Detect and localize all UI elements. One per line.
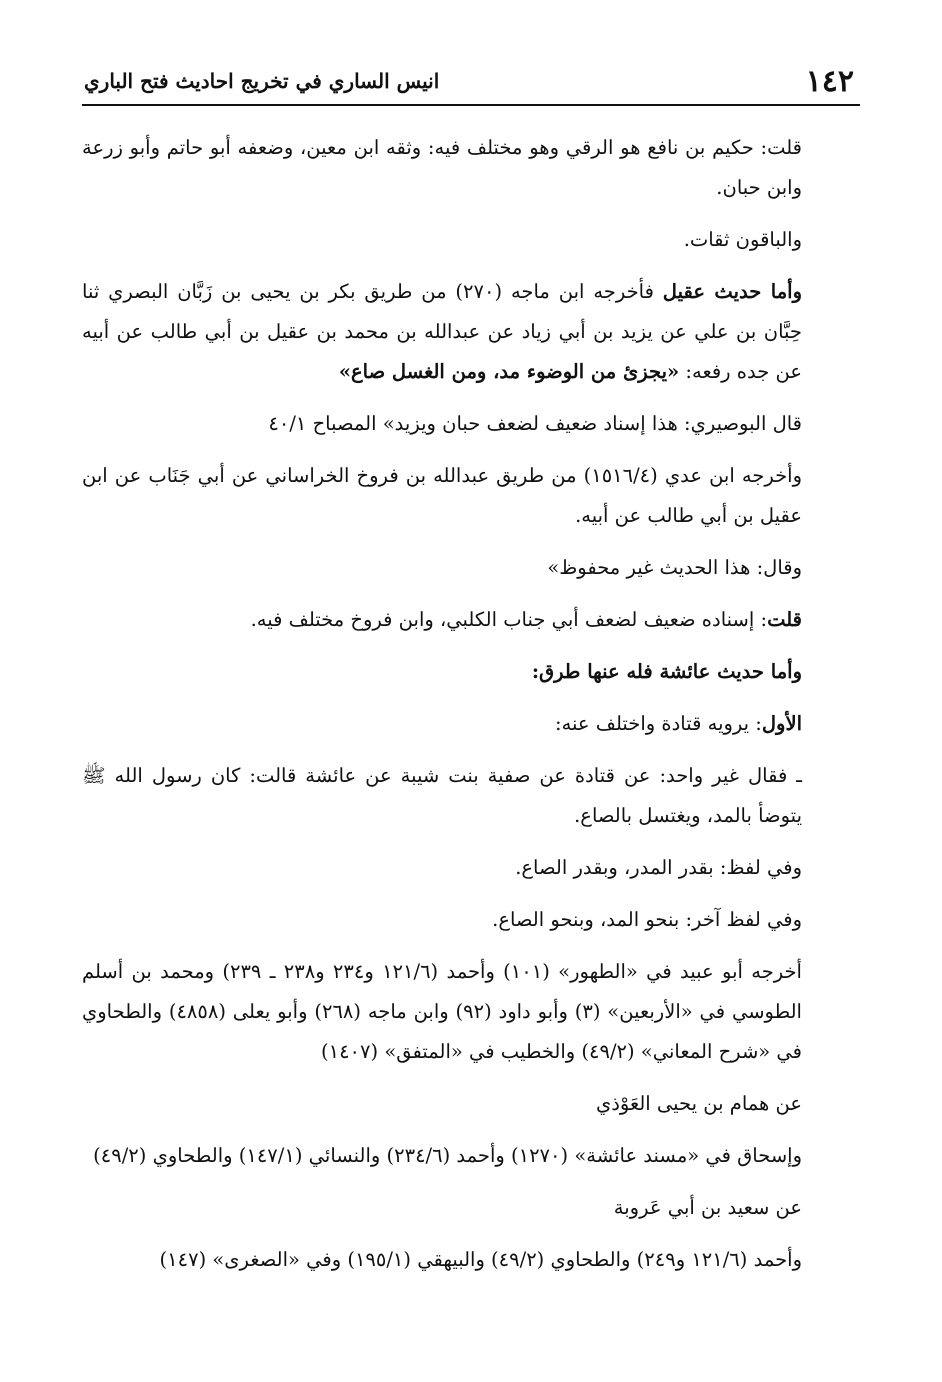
paragraph [82, 848, 860, 888]
paragraph [82, 600, 860, 640]
text-segment: والباقون ثقات. [683, 228, 802, 251]
paragraph [82, 1136, 860, 1176]
page-header [82, 58, 860, 106]
page-number: ١٤٢ [805, 63, 854, 99]
text-segment: وفي لفظ: بقدر المدر، وبقدر الصاع. [515, 856, 802, 879]
paragraph [82, 128, 860, 208]
text-segment: ـ فقال غير واحد: عن قتادة عن صفية بنت شيبة عن عائشة قالت: كان رسول الله ﷺ يتوضأ بالمد، ويغتسل بالصاع. [82, 764, 802, 827]
paragraph [82, 652, 860, 692]
text-segment: وفي لفظ آخر: بنحو المد، وبنحو الصاع. [492, 908, 802, 931]
text-segment: : يرويه قتادة واختلف عنه: [555, 712, 762, 735]
bold-text: الأول [761, 712, 802, 735]
text-segment: عن همام بن يحيى العَوْذي [595, 1092, 802, 1115]
text-segment: وأخرجه ابن عدي (١٥١٦/٤) من طريق عبدالله بن فروخ الخراساني عن أبي جَنَاب عن ابن عقيل بن أبي طالب عن أبيه. [82, 464, 803, 527]
text-segment: وإسحاق في «مسند عائشة» (١٢٧٠) وأحمد (٢٣٤/٦) والنسائي (١٤٧/١) والطحاوي (٤٩/٢) [93, 1144, 802, 1167]
paragraph [82, 1240, 860, 1280]
bold-text: وأما حديث عائشة فله عنها طرق: [531, 660, 802, 683]
page-body [82, 128, 860, 1292]
book-title: انيس الساري في تخريج احاديث فتح الباري [84, 69, 440, 93]
text-segment: فأخرجه ابن ماجه (٢٧٠) من طريق بكر بن يحيى بن زَبَّان البصري ثنا حِبَّان بن علي عن يزيد بن أبي زياد عن عبدالله بن محمد بن عقيل بن أبي طالب عن أبيه عن جده رفعه: [82, 280, 802, 383]
bold-text: «يجزئ من الوضوء مد، ومن الغسل صاع» [338, 360, 680, 383]
paragraph [82, 404, 860, 444]
text-segment: وأحمد (١٢١/٦ و٢٤٩) والطحاوي (٤٩/٢) والبيهقي (١٩٥/١) وفي «الصغرى» (١٤٧) [159, 1248, 802, 1271]
bold-text: قلت [767, 608, 802, 631]
paragraph [82, 548, 860, 588]
paragraph [82, 900, 860, 940]
paragraph [82, 456, 860, 536]
text-segment: قلت: حكيم بن نافع هو الرقي وهو مختلف فيه: وثقه ابن معين، وضعفه أبو حاتم وأبو زرعة وابن حبان. [82, 136, 802, 199]
bold-text: وأما حديث عقيل [662, 280, 802, 303]
paragraph [82, 704, 860, 744]
paragraph [82, 1084, 860, 1124]
text-segment: عن سعيد بن أبي عَروبة [613, 1196, 802, 1219]
paragraph [82, 220, 860, 260]
text-segment: وقال: هذا الحديث غير محفوظ» [547, 556, 802, 579]
paragraph [82, 756, 860, 836]
paragraph [82, 272, 860, 392]
text-segment: قال البوصيري: هذا إسناد ضعيف لضعف حبان ويزيد» المصباح ٤٠/١ [268, 412, 802, 435]
paragraph [82, 1188, 860, 1228]
paragraph [82, 952, 860, 1072]
text-segment: أخرجه أبو عبيد في «الطهور» (١٠١) وأحمد (١٢١/٦ و٢٣٤ و٢٣٨ ـ ٢٣٩) ومحمد بن أسلم الطوسي في «الأربعين» (٣) وأبو داود (٩٢) وابن ماجه (٢٦٨) وأبو يعلى (٤٨٥٨) والطحاوي في «شرح المعاني» (٤٩/٢) والخطيب في «المتفق» (١٤٠٧) [82, 960, 802, 1063]
text-segment: : إسناده ضعيف لضعف أبي جناب الكلبي، وابن فروخ مختلف فيه. [250, 608, 768, 631]
